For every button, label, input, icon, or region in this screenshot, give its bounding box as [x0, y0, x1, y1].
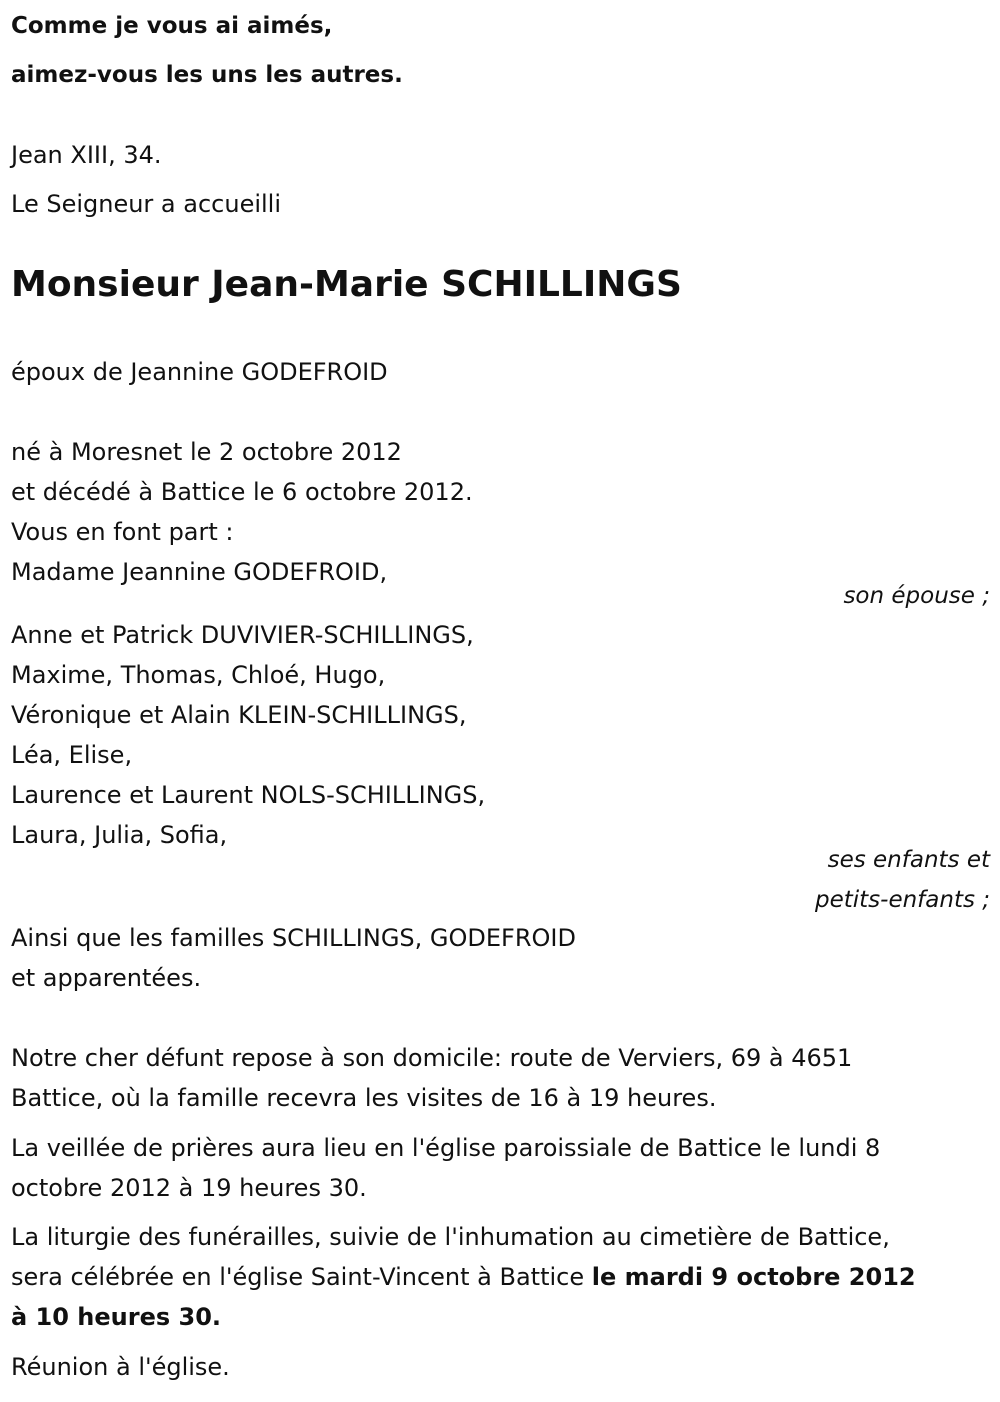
quote-line-2: aimez-vous les uns les autres. [11, 62, 403, 88]
announce-line: Vous en font part : [11, 518, 234, 546]
vigil-line-1: La veillée de prières aura lieu en l'église paroissiale de Battice le lundi 8 [11, 1134, 881, 1162]
funeral-text: sera célébrée en l'église Saint-Vincent à Battice [11, 1263, 592, 1291]
children-line: Laurence et Laurent NOLS-SCHILLINGS, [11, 781, 486, 809]
families-line-1: Ainsi que les familles SCHILLINGS, GODEFROID [11, 924, 576, 952]
children-role-line-1: ses enfants et [827, 847, 990, 873]
funeral-line-1: La liturgie des funérailles, suivie de l'inhumation au cimetière de Battice, [11, 1223, 890, 1251]
children-line: Laura, Julia, Sofia, [11, 821, 228, 849]
children-role-line-2: petits-enfants ; [814, 887, 990, 913]
birth-line: né à Moresnet le 2 octobre 2012 [11, 438, 402, 466]
repose-line-2: Battice, où la famille recevra les visites de 16 à 19 heures. [11, 1084, 717, 1112]
spouse-of: époux de Jeannine GODEFROID [11, 358, 388, 386]
children-line: Anne et Patrick DUVIVIER-SCHILLINGS, [11, 621, 474, 649]
reunion-line: Réunion à l'église. [11, 1353, 230, 1381]
vigil-line-2: octobre 2012 à 19 heures 30. [11, 1174, 367, 1202]
children-line: Léa, Elise, [11, 741, 133, 769]
intro-text: Le Seigneur a accueilli [11, 190, 282, 218]
deceased-name: Monsieur Jean-Marie SCHILLINGS [11, 264, 682, 305]
funeral-line-2 [11, 1262, 916, 1292]
spouse-name: Madame Jeannine GODEFROID, [11, 558, 388, 586]
families-line-2: et apparentées. [11, 964, 202, 992]
spouse-role: son épouse ; [843, 583, 990, 609]
children-line: Maxime, Thomas, Chloé, Hugo, [11, 661, 386, 689]
quote-reference: Jean XIII, 34. [11, 141, 162, 169]
quote-line-1: Comme je vous ai aimés, [11, 13, 333, 39]
repose-line-1: Notre cher défunt repose à son domicile: route de Verviers, 69 à 4651 [11, 1044, 853, 1072]
children-line: Véronique et Alain KLEIN-SCHILLINGS, [11, 701, 467, 729]
funeral-time: à 10 heures 30. [11, 1303, 222, 1331]
death-line: et décédé à Battice le 6 octobre 2012. [11, 478, 473, 506]
funeral-date: le mardi 9 octobre 2012 [591, 1263, 916, 1291]
